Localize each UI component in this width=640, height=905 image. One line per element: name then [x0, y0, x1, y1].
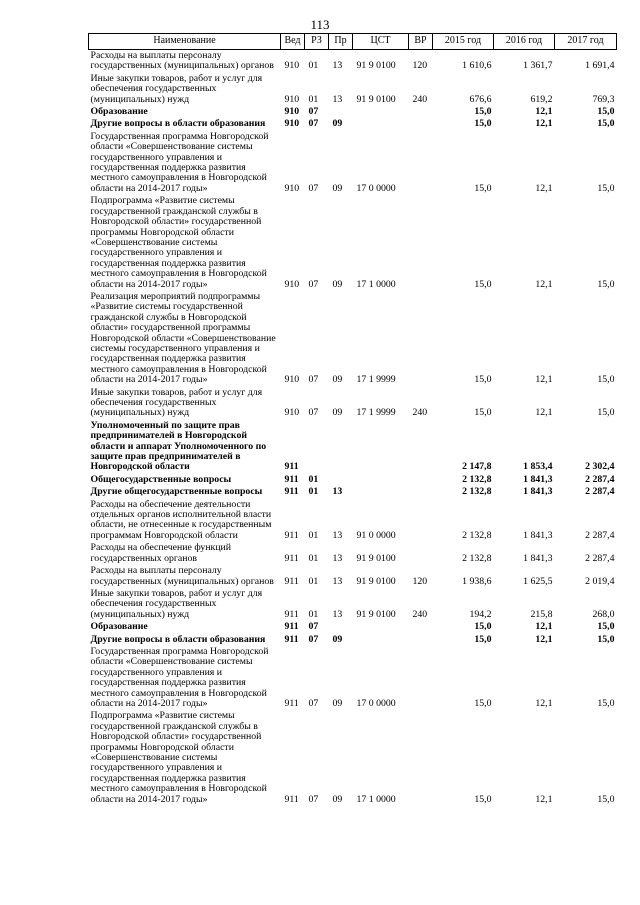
- row-name: Государственная программа Новгородской области «Совершенствование системы государственного управления и государственная поддержка развития местного самоуправления в Новгородской области на 2014-2017 годы»: [90, 130, 269, 194]
- row-pr: 09: [332, 793, 343, 805]
- row-ved: 911: [284, 461, 299, 473]
- row-rz: [305, 420, 329, 474]
- row-rz: 01: [308, 93, 319, 105]
- header-vr: ВР: [409, 34, 433, 50]
- table-body: [89, 50, 617, 807]
- row-2017-amount: 2 287,4: [585, 552, 615, 564]
- row-2017-amount: 2 019,4: [585, 575, 615, 587]
- row-name: Другие вопросы в области образования: [90, 118, 266, 130]
- row-2015-amount: 15,0: [474, 621, 492, 633]
- row-cst: 91 9 0100: [356, 60, 396, 72]
- row-2015-amount: 676,6: [469, 93, 492, 105]
- row-pr: 09: [332, 374, 343, 386]
- row-2017-amount: 15,0: [597, 633, 615, 645]
- table-row: [89, 710, 617, 806]
- row-2016-amount: 1 841,3: [523, 473, 553, 485]
- row-name: Расходы на обеспечение функций государственных органов: [90, 542, 232, 564]
- table-row: [89, 387, 617, 420]
- row-2017-amount: 15,0: [597, 278, 615, 290]
- header-2017: 2017 год: [555, 34, 617, 50]
- row-name: Расходы на обеспечение деятельности отдельных органов исполнительной власти области, не отнесенные к государственным программам Новгородской области: [90, 498, 272, 541]
- row-2015-amount: 15,0: [474, 374, 492, 386]
- page-number: 113: [310, 17, 330, 32]
- row-rz: 07: [308, 118, 319, 130]
- row-pr: 13: [332, 529, 343, 541]
- row-2015-amount: 2 147,8: [462, 461, 492, 473]
- row-pr: [329, 420, 353, 474]
- budget-table: [88, 33, 617, 806]
- row-vr: [409, 486, 433, 498]
- row-pr: 13: [332, 60, 343, 72]
- table-header-row: [89, 34, 617, 50]
- row-ved: 911: [284, 575, 299, 587]
- row-name: Реализация мероприятий подпрограммы «Развитие системы государственной гражданской службы в Новгородской области» государственной программы Новгородской области «Совершенствование системы государственного управления и государственная поддержка развития местного самоуправления в Новгородской области на 2014-2017 годы»: [90, 290, 276, 386]
- row-name: Подпрограмма «Развитие системы государственной гражданской службы в Новгородской области» государственной программы Новгородской области «Совершенствование системы государственного управления и государственная поддержка развития местного самоуправления в Новгородской области на 2014-2017 годы»: [90, 195, 267, 290]
- row-ved: 911: [284, 697, 299, 709]
- row-2017-amount: 769,3: [592, 93, 615, 105]
- row-2016-amount: 1 361,7: [523, 60, 553, 72]
- row-ved: 910: [284, 278, 300, 290]
- row-name: Государственная программа Новгородской области «Совершенствование системы государственного управления и государственная поддержка развития местного самоуправления в Новгородской области на 2014-2017 годы»: [90, 645, 269, 709]
- row-vr: [409, 646, 433, 710]
- row-vr: [409, 106, 433, 118]
- row-pr: 13: [332, 552, 343, 564]
- row-rz: 01: [308, 529, 319, 541]
- row-cst: [353, 106, 409, 118]
- row-2016-amount: 1 853,4: [523, 461, 553, 473]
- row-2016-amount: 12,1: [535, 793, 553, 805]
- row-rz: 07: [308, 374, 319, 386]
- row-2017-amount: 268,0: [592, 608, 615, 620]
- row-2016-amount: 1 841,3: [523, 529, 553, 541]
- row-2015-amount: 2 132,8: [462, 486, 492, 498]
- row-name: Расходы на выплаты персоналу государственных (муниципальных) органов: [90, 565, 274, 587]
- row-rz: 07: [308, 106, 319, 118]
- row-2017-amount: 2 287,4: [585, 529, 615, 541]
- row-2017-amount: 15,0: [597, 793, 615, 805]
- row-cst: 17 1 9999: [356, 374, 396, 386]
- table-row: [89, 420, 617, 474]
- row-rz: 07: [308, 182, 319, 194]
- row-cst: 17 1 0000: [356, 278, 396, 290]
- row-cst: [353, 634, 409, 646]
- row-pr: 09: [332, 278, 343, 290]
- row-2017-amount: 15,0: [597, 697, 615, 709]
- row-ved: 911: [284, 608, 299, 620]
- row-cst: 91 9 0100: [356, 93, 396, 105]
- table-row: [89, 50, 617, 73]
- row-ved: 911: [284, 793, 299, 805]
- table-row: [89, 588, 617, 621]
- row-name: Иные закупки товаров, работ и услуг для обеспечения государственных (муниципальных) нужд: [90, 587, 263, 620]
- row-pr: 09: [332, 182, 343, 194]
- row-2016-amount: 12,1: [535, 118, 553, 130]
- row-vr: [409, 420, 433, 474]
- row-2015-amount: 15,0: [474, 278, 492, 290]
- header-cst: ЦСТ: [353, 34, 409, 50]
- table-row: [89, 565, 617, 588]
- row-cst: 91 9 0100: [356, 608, 396, 620]
- row-rz: 07: [308, 278, 319, 290]
- row-cst: 17 0 0000: [356, 182, 396, 194]
- table-row: [89, 118, 617, 130]
- row-2015-amount: 15,0: [474, 633, 492, 645]
- row-ved: 911: [284, 552, 299, 564]
- header-pr: Пр: [329, 34, 353, 50]
- table-row: [89, 291, 617, 387]
- row-rz: 07: [308, 621, 319, 633]
- row-cst: 17 0 0000: [356, 697, 396, 709]
- row-2016-amount: 1 841,3: [523, 486, 553, 498]
- row-pr: 09: [332, 118, 343, 130]
- row-rz: 01: [308, 60, 319, 72]
- table-row: [89, 131, 617, 195]
- row-cst: [353, 420, 409, 474]
- row-ved: 911: [284, 633, 299, 645]
- row-cst: 17 1 9999: [356, 407, 396, 419]
- row-cst: [353, 118, 409, 130]
- row-name: Расходы на выплаты персоналу государственных (муниципальных) органов: [90, 50, 274, 72]
- row-2015-amount: 15,0: [474, 182, 492, 194]
- row-pr: [329, 474, 353, 486]
- row-2015-amount: 15,0: [474, 793, 492, 805]
- table-row: [89, 646, 617, 710]
- row-vr: [409, 542, 433, 565]
- row-2015-amount: 15,0: [474, 407, 492, 419]
- row-name: Другие общегосударственные вопросы: [90, 486, 263, 498]
- row-2016-amount: 12,1: [535, 182, 553, 194]
- row-2016-amount: 12,1: [535, 407, 553, 419]
- row-2017-amount: 2 287,4: [585, 486, 615, 498]
- table-row: [89, 486, 617, 498]
- row-ved: 911: [284, 621, 299, 633]
- row-2016-amount: 12,1: [535, 621, 553, 633]
- row-rz: 07: [308, 793, 319, 805]
- row-ved: 910: [284, 60, 300, 72]
- table-row: [89, 621, 617, 633]
- row-2017-amount: 15,0: [597, 621, 615, 633]
- row-name: Образование: [90, 621, 148, 633]
- row-2015-amount: 2 132,8: [462, 529, 492, 541]
- table-row: [89, 106, 617, 118]
- row-vr: [409, 710, 433, 806]
- row-2015-amount: 15,0: [474, 697, 492, 709]
- row-2016-amount: 12,1: [535, 374, 553, 386]
- header-rz: РЗ: [305, 34, 329, 50]
- table-row: [89, 499, 617, 543]
- row-2017-amount: 15,0: [597, 182, 615, 194]
- row-2017-amount: 15,0: [597, 407, 615, 419]
- row-cst: [353, 474, 409, 486]
- row-pr: 13: [332, 93, 343, 105]
- row-cst: [353, 486, 409, 498]
- table-row: [89, 73, 617, 106]
- row-ved: 910: [284, 182, 300, 194]
- row-vr: 240: [412, 93, 428, 105]
- row-cst: 91 0 0000: [356, 529, 396, 541]
- row-vr: 120: [412, 575, 428, 587]
- row-cst: 91 9 0100: [356, 552, 396, 564]
- row-vr: [409, 621, 433, 633]
- row-2017-amount: 1 691,4: [585, 60, 615, 72]
- row-2016-amount: 1 625,5: [523, 575, 553, 587]
- row-ved: 911: [284, 529, 299, 541]
- row-vr: [409, 118, 433, 130]
- row-vr: [409, 131, 433, 195]
- row-ved: 910: [284, 407, 300, 419]
- row-ved: 910: [284, 118, 300, 130]
- row-name: Другие вопросы в области образования: [90, 633, 266, 645]
- row-pr: [329, 106, 353, 118]
- row-2017-amount: 15,0: [597, 106, 615, 118]
- row-2015-amount: 2 132,8: [462, 552, 492, 564]
- row-name: Образование: [90, 106, 148, 118]
- row-rz: 01: [308, 552, 319, 564]
- row-2016-amount: 12,1: [535, 278, 553, 290]
- row-2016-amount: 619,2: [530, 93, 553, 105]
- row-name: Иные закупки товаров, работ и услуг для обеспечения государственных (муниципальных) нужд: [90, 386, 263, 419]
- row-name: Уполномоченный по защите прав предпринимателей в Новгородской области и аппарат Уполномоченного по защите прав предпринимателей в Новгородской области: [90, 419, 267, 473]
- header-2016: 2016 год: [494, 34, 555, 50]
- row-rz: 07: [308, 633, 319, 645]
- row-vr: [409, 474, 433, 486]
- row-pr: 09: [332, 407, 343, 419]
- row-rz: 07: [308, 697, 319, 709]
- row-vr: 120: [412, 60, 428, 72]
- header-name: Наименование: [89, 34, 281, 50]
- row-ved: 911: [284, 473, 299, 485]
- row-vr: [409, 291, 433, 387]
- row-2015-amount: 15,0: [474, 118, 492, 130]
- row-2016-amount: 1 841,3: [523, 552, 553, 564]
- row-2016-amount: 215,8: [530, 608, 553, 620]
- row-ved: 910: [284, 374, 300, 386]
- row-pr: 13: [332, 486, 343, 498]
- row-ved: 911: [284, 486, 299, 498]
- row-2015-amount: 1 938,6: [462, 575, 492, 587]
- row-vr: 240: [412, 608, 428, 620]
- row-pr: 09: [332, 697, 343, 709]
- row-2015-amount: 15,0: [474, 106, 492, 118]
- row-rz: 01: [308, 608, 319, 620]
- row-ved: 910: [284, 93, 300, 105]
- row-2015-amount: 1 610,6: [462, 60, 492, 72]
- row-2017-amount: 2 287,4: [585, 473, 615, 485]
- row-2016-amount: 12,1: [535, 633, 553, 645]
- header-2015: 2015 год: [433, 34, 494, 50]
- table-row: [89, 474, 617, 486]
- row-cst: [353, 621, 409, 633]
- row-vr: [409, 499, 433, 543]
- table-row: [89, 542, 617, 565]
- row-rz: 01: [308, 486, 319, 498]
- row-pr: 13: [332, 608, 343, 620]
- row-name: Подпрограмма «Развитие системы государственной гражданской службы в Новгородской области» государственной программы Новгородской области «Совершенствование системы государственного управления и государственная поддержка развития местного самоуправления в Новгородской области на 2014-2017 годы»: [90, 710, 267, 805]
- row-2016-amount: 12,1: [535, 106, 553, 118]
- row-2017-amount: 2 302,4: [585, 461, 615, 473]
- row-rz: 07: [308, 407, 319, 419]
- row-ved: 910: [284, 106, 300, 118]
- row-vr: [409, 634, 433, 646]
- row-pr: 13: [332, 575, 343, 587]
- row-cst: 17 1 0000: [356, 793, 396, 805]
- row-rz: 01: [308, 575, 319, 587]
- row-pr: 09: [332, 633, 343, 645]
- row-name: Общегосударственные вопросы: [90, 473, 232, 485]
- row-2016-amount: 12,1: [535, 697, 553, 709]
- row-2015-amount: 2 132,8: [462, 473, 492, 485]
- table-row: [89, 634, 617, 646]
- row-vr: 240: [412, 407, 428, 419]
- row-vr: [409, 195, 433, 291]
- row-2015-amount: 194,2: [469, 608, 492, 620]
- table-row: [89, 195, 617, 291]
- row-2017-amount: 15,0: [597, 118, 615, 130]
- header-ved: Вед: [281, 34, 305, 50]
- row-2017-amount: 15,0: [597, 374, 615, 386]
- row-pr: [329, 621, 353, 633]
- row-rz: 01: [308, 473, 319, 485]
- row-name: Иные закупки товаров, работ и услуг для обеспечения государственных (муниципальных) нужд: [90, 72, 263, 105]
- row-cst: 91 9 0100: [356, 575, 396, 587]
